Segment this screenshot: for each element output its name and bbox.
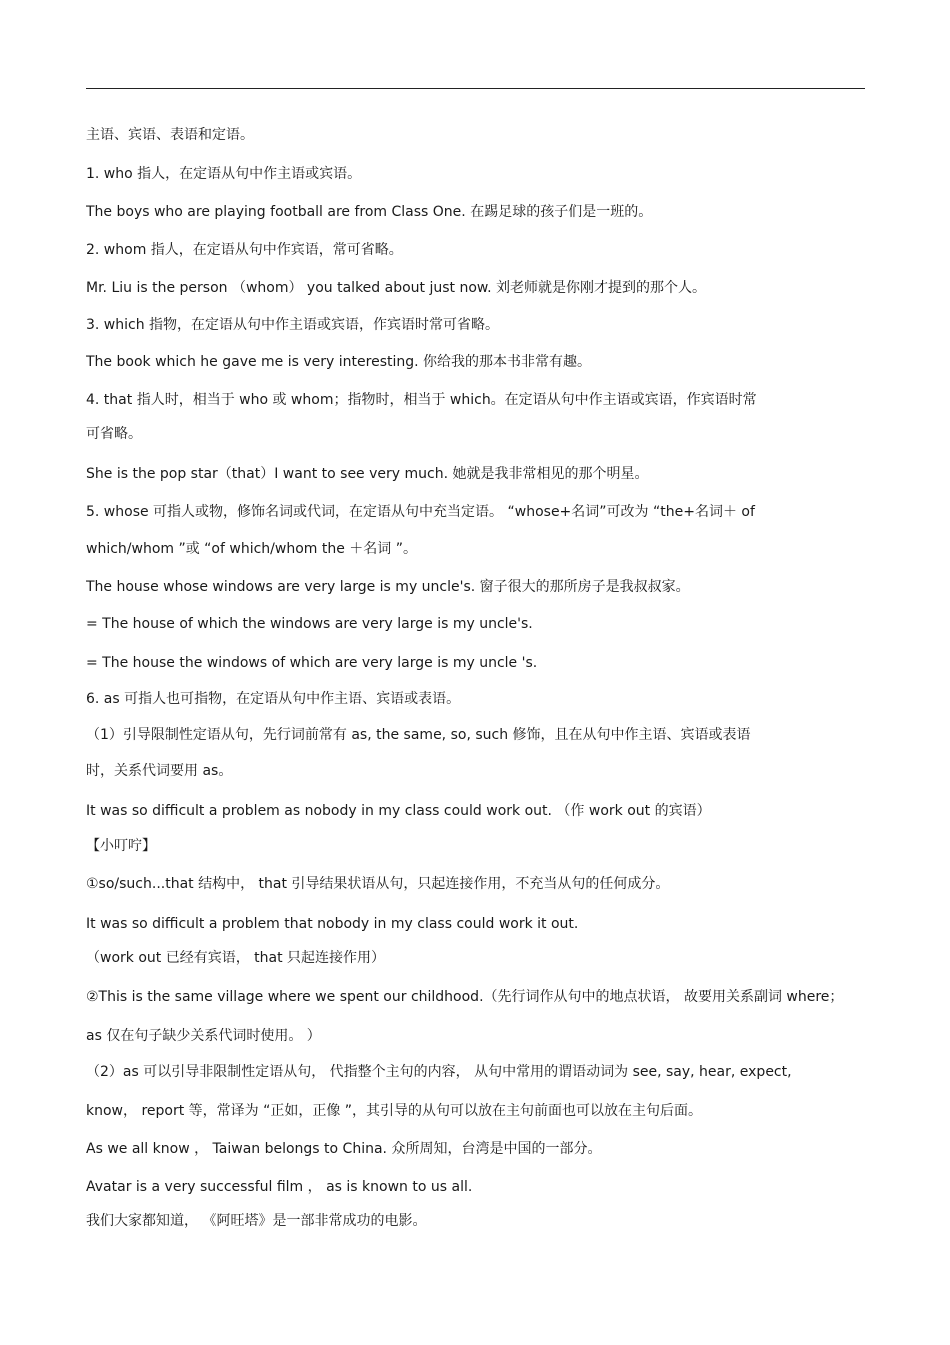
- item-4-heading: 4. that 指人时，相当于 who 或 whom；指物时，相当于 which。在定语从句中作主语或宾语，作宾语时常: [86, 392, 757, 408]
- tip-1-example: It was so difficult a problem that nobody in my class could work it out.: [86, 916, 579, 932]
- item-4-heading-cont: 可省略。: [86, 426, 142, 442]
- intro-line: 主语、宾语、表语和定语。: [86, 127, 254, 143]
- item-5-equivalent-2: = The house the windows of which are very large is my uncle 's.: [86, 655, 538, 671]
- item-6-sub-2-cont: know， report 等，常译为 “正如，正像 ”，其引导的从句可以放在主句前面也可以放在主句后面。: [86, 1103, 703, 1119]
- tip-2: ②This is the same village where we spent our childhood.（先行词作从句中的地点状语， 故要用关系副词 where；: [86, 989, 844, 1005]
- item-3-example: The book which he gave me is very interesting. 你给我的那本书非常有趣。: [86, 354, 592, 370]
- item-5-heading: 5. whose 可指人或物，修饰名词或代词，在定语从句中充当定语。 “whose+名词”可改为 “the+名词＋ of: [86, 504, 755, 520]
- tip-heading: 【小叮咛】: [86, 838, 156, 854]
- item-6-sub-2-example-2: Avatar is a very successful film ， as is known to us all.: [86, 1179, 473, 1195]
- item-6-sub-2-example-1: As we all know ， Taiwan belongs to China. 众所周知，台湾是中国的一部分。: [86, 1141, 602, 1157]
- item-6-sub-1-cont: 时，关系代词要用 as。: [86, 763, 233, 779]
- item-3-heading: 3. which 指物，在定语从句中作主语或宾语，作宾语时常可省略。: [86, 317, 500, 333]
- item-6-sub-1-example: It was so difficult a problem as nobody in my class could work out. （作 work out 的宾语）: [86, 803, 711, 819]
- item-5-example: The house whose windows are very large is my uncle's. 窗子很大的那所房子是我叔叔家。: [86, 579, 690, 595]
- item-6-sub-1: （1）引导限制性定语从句，先行词前常有 as, the same, so, such 修饰，且在从句中作主语、宾语或表语: [86, 727, 751, 743]
- item-2-example: Mr. Liu is the person （whom） you talked about just now. 刘老师就是你刚才提到的那个人。: [86, 280, 706, 296]
- tip-1-note: （work out 已经有宾语， that 只起连接作用）: [86, 950, 386, 966]
- item-1-example: The boys who are playing football are from Class One. 在踢足球的孩子们是一班的。: [86, 204, 653, 220]
- tip-1: ①so/such...that 结构中， that 引导结果状语从句，只起连接作用，不充当从句的任何成分。: [86, 876, 670, 892]
- item-6-sub-2: （2）as 可以引导非限制性定语从句， 代指整个主句的内容， 从句中常用的谓语动词为 see, say, hear, expect,: [86, 1064, 792, 1080]
- tip-2-cont: as 仅在句子缺少关系代词时使用。 ）: [86, 1028, 321, 1044]
- item-2-heading: 2. whom 指人，在定语从句中作宾语，常可省略。: [86, 242, 403, 258]
- item-1-heading: 1. who 指人，在定语从句中作主语或宾语。: [86, 166, 362, 182]
- item-6-sub-2-translation: 我们大家都知道， 《阿旺塔》是一部非常成功的电影。: [86, 1213, 427, 1229]
- header-rule: [86, 88, 865, 89]
- item-5-equivalent-1: = The house of which the windows are very large is my uncle's.: [86, 616, 533, 632]
- item-4-example: She is the pop star（that）I want to see very much. 她就是我非常相见的那个明星。: [86, 466, 649, 482]
- item-6-heading: 6. as 可指人也可指物，在定语从句中作主语、宾语或表语。: [86, 691, 461, 707]
- item-5-heading-cont: which/whom ”或 “of which/whom the ＋名词 ”。: [86, 541, 417, 557]
